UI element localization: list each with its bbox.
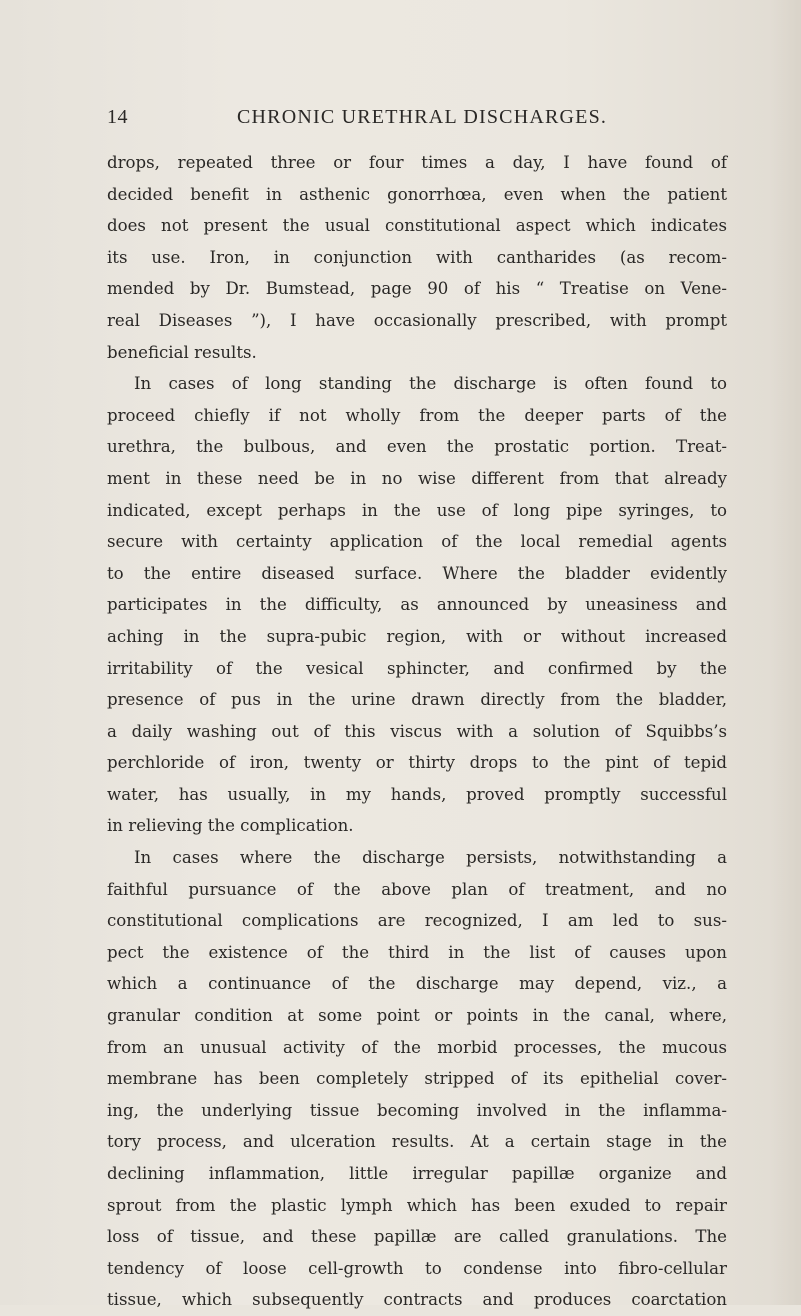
text-line: presence of pus in the urine drawn directly from the bladder, (107, 690, 727, 710)
text-line: tory process, and ulceration results. At a certain stage in the (107, 1132, 727, 1152)
text-line: beneficial results. (107, 342, 257, 362)
text-line: real Diseases ”), I have occasionally prescribed, with prompt (107, 310, 727, 330)
text-line: participates in the difficulty, as announced by uneasiness and (107, 595, 727, 615)
text-line: ment in these need be in no wise different from that already (107, 468, 727, 488)
text-line: membrane has been completely stripped of its epithelial cover- (107, 1069, 727, 1089)
text-line: loss of tissue, and these papillæ are called granulations. The (107, 1227, 727, 1247)
page-title: CHRONIC URETHRAL DISCHARGES. (237, 106, 608, 128)
text-line: irritability of the vesical sphincter, and confirmed by the (107, 658, 727, 678)
text-line: drops, repeated three or four times a day, I have found of (107, 153, 727, 172)
text-line: in relieving the complication. (107, 816, 354, 836)
text-line: decided benefit in asthenic gonorrhœa, even when the patient (107, 184, 727, 204)
text-line: perchloride of iron, twenty or thirty drops to the pint of tepid (107, 753, 727, 773)
text-line: In cases where the discharge persists, notwithstanding a (134, 848, 727, 868)
text-line: faithful pursuance of the above plan of treatment, and no (107, 879, 727, 899)
text-line: mended by Dr. Bumstead, page 90 of his “ Treatise on Vene- (107, 279, 727, 299)
text-line: a daily washing out of this viscus with a solution of Squibbs’s (107, 721, 727, 741)
text-line: sprout from the plastic lymph which has been exuded to repair (107, 1195, 727, 1215)
text-line: secure with certainty application of the local remedial agents (107, 532, 727, 552)
page-number: 14 (107, 106, 128, 128)
text-line: In cases of long standing the discharge is often found to (134, 374, 727, 394)
text-line: ing, the underlying tissue becoming involved in the inflamma- (107, 1100, 727, 1120)
text-line: from an unusual activity of the morbid processes, the mucous (107, 1037, 727, 1057)
text-line: constitutional complications are recognized, I am led to sus- (107, 911, 727, 931)
text-line: tendency of loose cell-growth to condense into fibro-cellular (107, 1258, 727, 1278)
text-line: does not present the usual constitutional aspect which indicates (107, 216, 727, 236)
text-line: urethra, the bulbous, and even the prostatic portion. Treat- (107, 437, 727, 457)
text-line: its use. Iron, in conjunction with cantharides (as recom- (107, 247, 727, 267)
text-line: granular condition at some point or points in the canal, where, (107, 1006, 727, 1026)
text-line: which a continuance of the discharge may depend, viz., a (107, 974, 727, 994)
text-line: proceed chiefly if not wholly from the deeper parts of the (107, 405, 727, 425)
text-line: aching in the supra-pubic region, with or without increased (107, 626, 727, 646)
text-line: tissue, which subsequently contracts and produces coarctation (107, 1290, 727, 1310)
text-line: indicated, except perhaps in the use of long pipe syringes, to (107, 500, 727, 520)
text-line: to the entire diseased surface. Where the bladder evidently (107, 563, 727, 583)
text-line: pect the existence of the third in the list of causes upon (107, 942, 727, 962)
text-line: declining inflammation, little irregular papillæ organize and (107, 1164, 727, 1183)
body-text (107, 147, 727, 1316)
text-line: water, has usually, in my hands, proved promptly successful (107, 784, 727, 804)
running-head (107, 106, 707, 140)
